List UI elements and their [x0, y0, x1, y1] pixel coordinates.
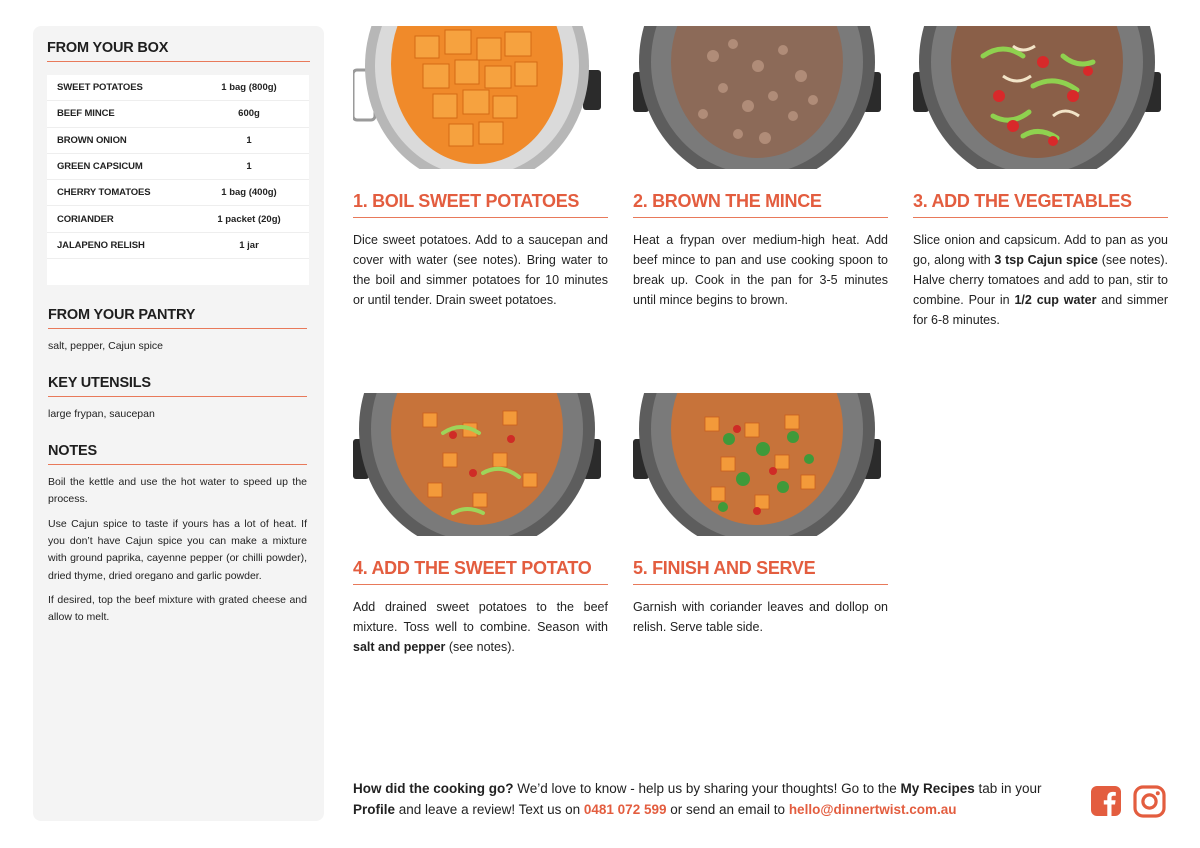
my-recipes-link[interactable]: My Recipes: [900, 781, 975, 796]
step-4-photo: [353, 393, 608, 536]
sidebar: [33, 26, 324, 821]
notes-heading: NOTES: [48, 443, 307, 465]
notes-section: [47, 443, 307, 626]
text-run: Slice onion and capsicum. Add to pan as you go, along with: [913, 233, 1168, 267]
ingredient-row: JALAPENO RELISH 1 jar: [47, 233, 309, 259]
step-1-photo: [353, 26, 608, 169]
step-3-title: 3. ADD THE VEGETABLES: [913, 191, 1168, 218]
step-3: [913, 26, 1168, 330]
bold-ingredient: 3 tsp Cajun spice: [994, 253, 1098, 267]
text-run: and simmer for 6-8 minutes.: [913, 293, 1168, 327]
step-2: [633, 26, 888, 310]
pantry-heading: FROM YOUR PANTRY: [48, 307, 307, 329]
text-run: Add drained sweet potatoes to the beef mixture. Toss well to combine. Season with: [353, 600, 608, 634]
text-run: Dice sweet potatoes. Add to a saucepan and cover with water (see notes). Bring water to the boil and simmer potatoes for 10 minutes or until tender. Drain sweet potatoes.: [353, 233, 608, 307]
text-run: (see notes). Halve cherry tomatoes and add to pan, stir to combine. Pour in: [913, 253, 1168, 307]
ingredient-row: SWEET POTATOES 1 bag (800g): [47, 75, 309, 101]
text-run: Garnish with coriander leaves and dollop on relish. Serve table side.: [633, 600, 888, 634]
feedback-footer: How did the cooking go? We’d love to know - help us by sharing your thoughts! Go to the My Recipes tab in your Profile and leave a review! Text us on 0481 072 599 or send an email to hello@dinnertwist.com.au: [353, 781, 1042, 817]
note-paragraph: Use Cajun spice to taste if yours has a lot of heat. If you don’t have Cajun spice you can make a mixture with ground paprika, cayenne pepper (or chilli powder), dried thyme, dried oregano and garlic powder.: [48, 517, 307, 582]
step-5: [633, 393, 888, 637]
note-paragraph: If desired, top the beef mixture with grated cheese and allow to melt.: [48, 593, 307, 624]
step-5-photo: [633, 393, 888, 536]
step-1-body: [353, 230, 608, 310]
ingredient-row: BROWN ONION 1: [47, 128, 309, 154]
bold-ingredient: salt and pepper: [353, 640, 446, 654]
ingredient-row-empty: [47, 259, 309, 285]
text-run: (see notes).: [445, 640, 515, 654]
instagram-icon[interactable]: [1133, 785, 1166, 818]
step-5-title: 5. FINISH AND SERVE: [633, 558, 888, 585]
step-3-body: [913, 230, 1168, 330]
note-paragraph: Boil the kettle and use the hot water to speed up the process.: [48, 476, 307, 506]
text-run: Heat a frypan over medium-high heat. Add beef mince to pan and use cooking spoon to break up. Cook in the pan for 3-5 minutes until mince begins to brown.: [633, 233, 888, 307]
step-4-body: [353, 597, 608, 657]
pantry-text: salt, pepper, Cajun spice: [48, 340, 163, 353]
step-2-body: [633, 230, 888, 310]
step-1: [353, 26, 608, 310]
from-your-box-heading: FROM YOUR BOX: [47, 40, 310, 62]
ingredient-row: GREEN CAPSICUM 1: [47, 154, 309, 180]
step-5-body: [633, 597, 888, 637]
utensils-heading: KEY UTENSILS: [48, 375, 307, 397]
ingredient-row: CORIANDER 1 packet (20g): [47, 206, 309, 232]
step-3-photo: [913, 26, 1168, 169]
facebook-icon[interactable]: [1090, 785, 1122, 817]
ingredient-row: CHERRY TOMATOES 1 bag (400g): [47, 180, 309, 206]
email-link[interactable]: hello@dinnertwist.com.au: [788, 802, 957, 817]
utensils-text: large frypan, saucepan: [48, 408, 155, 421]
ingredient-row: BEEF MINCE 600g: [47, 101, 309, 127]
step-2-title: 2. BROWN THE MINCE: [633, 191, 888, 218]
bold-ingredient: 1/2 cup water: [1014, 293, 1097, 307]
phone-link[interactable]: 0481 072 599: [583, 802, 667, 817]
step-4-title: 4. ADD THE SWEET POTATO: [353, 558, 608, 585]
step-2-photo: [633, 26, 888, 169]
profile-link[interactable]: Profile: [353, 802, 396, 817]
utensils-section: [47, 375, 307, 423]
footer-question: How did the cooking go?: [353, 781, 514, 796]
step-4: [353, 393, 608, 657]
ingredients-table: [47, 75, 309, 285]
step-1-title: 1. BOIL SWEET POTATOES: [353, 191, 608, 218]
pantry-section: [47, 307, 307, 355]
